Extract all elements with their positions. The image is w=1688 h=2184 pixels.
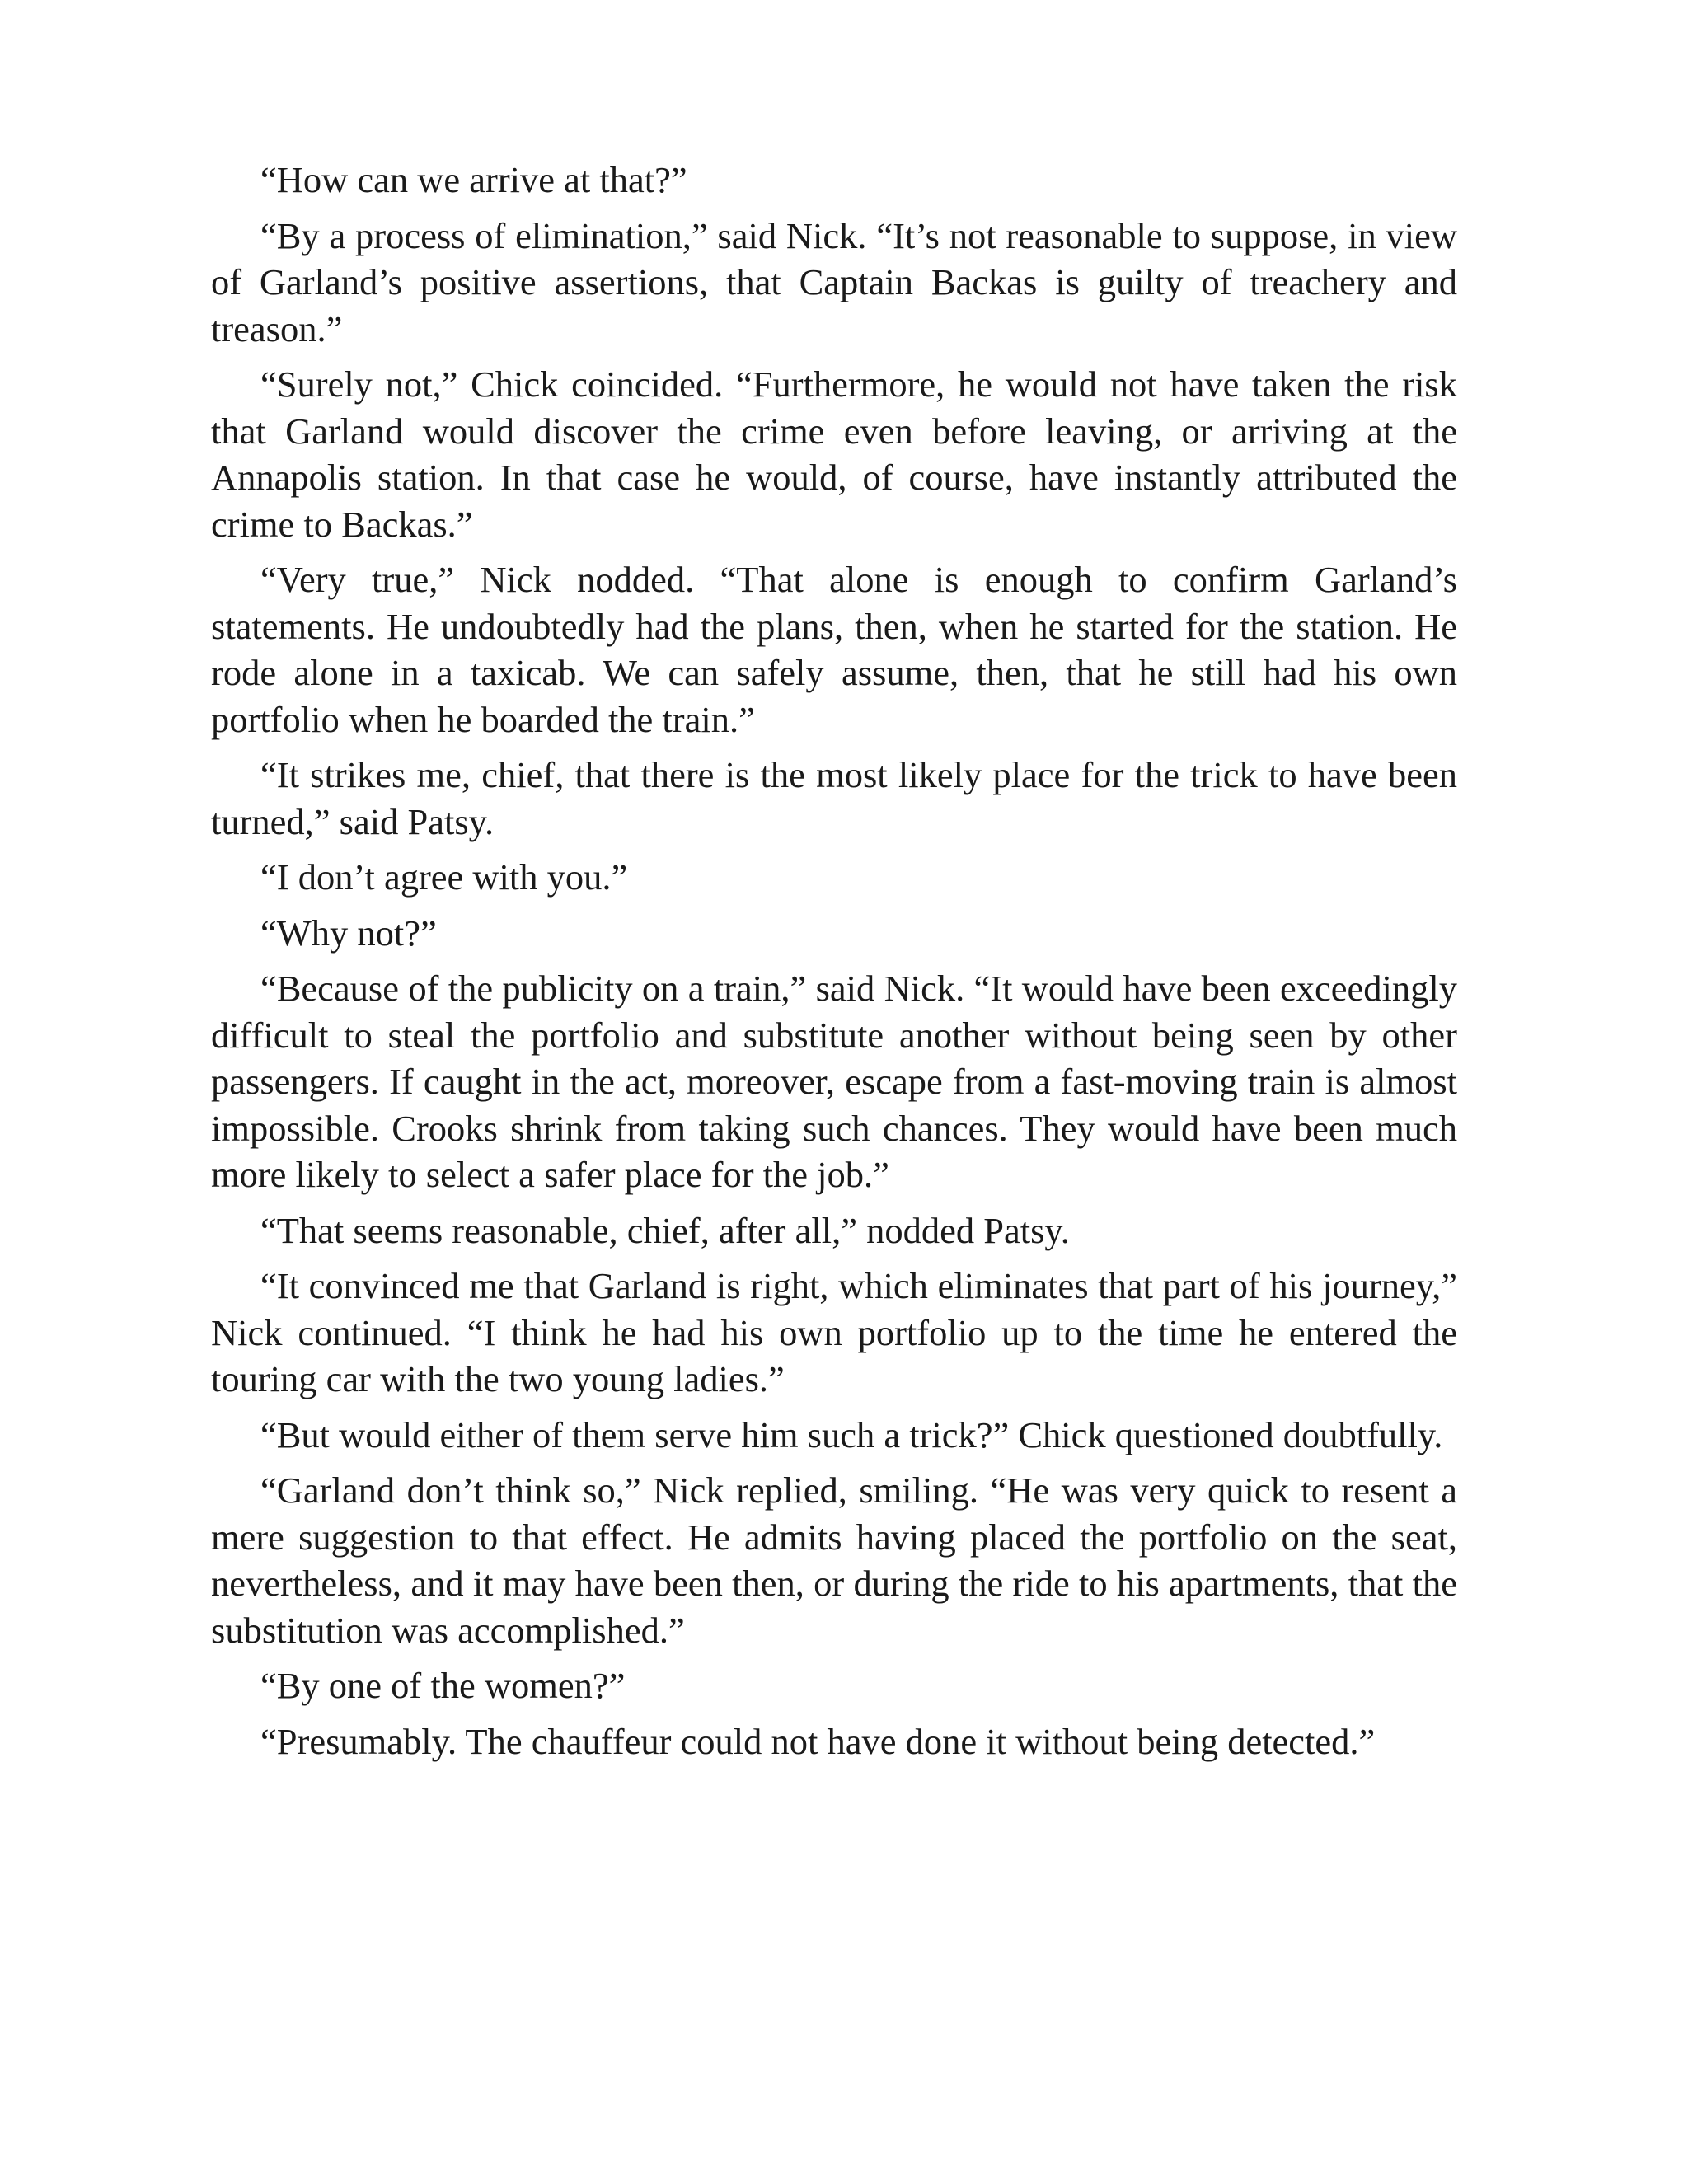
paragraph: “Presumably. The chauffeur could not have done it without being detected.” — [260, 1720, 1376, 1762]
paragraph: “Why not?” — [260, 912, 437, 954]
paragraph: “It convinced me that Garland is right, which eliminates that part of his journey,” Nick continued. “I think he had his own portfolio up to the time he entered the touring car with the two young ladies.” — [211, 1265, 1457, 1399]
paragraph: “By one of the women?” — [260, 1665, 626, 1706]
paragraph: “Surely not,” Chick coincided. “Furthermore, he would not have taken the risk that Garland would discover the crime even before leaving, or arriving at the Annapolis station. In that case he would, of course, have instantly attributed the crime to Backas.” — [211, 363, 1457, 545]
paragraph: “Garland don’t think so,” Nick replied, smiling. “He was very quick to resent a mere suggestion to that effect. He admits having placed the portfolio on the seat, nevertheless, and it may have been then, or during the ride to his apartments, that the substitution was accomplished.” — [211, 1469, 1457, 1651]
paragraph: “But would either of them serve him such a trick?” Chick questioned doubtfully. — [260, 1413, 1443, 1455]
book-page — [211, 157, 1457, 1774]
paragraph: “By a process of elimination,” said Nick. “It’s not reasonable to suppose, in view of Garland’s positive assertions, that Captain Backas is guilty of treachery and treason.” — [211, 214, 1457, 349]
paragraph: “I don’t agree with you.” — [260, 856, 628, 898]
paragraph: “Because of the publicity on a train,” said Nick. “It would have been exceedingly difficult to steal the portfolio and substitute another without being seen by other passengers. If caught in the act, moreover, escape from a fast-moving train is almost impossible. Crooks shrink from taking such chances. They would have been much more likely to select a safer place for the job.” — [211, 968, 1457, 1195]
paragraph: “It strikes me, chief, that there is the most likely place for the trick to have been turned,” said Patsy. — [211, 754, 1457, 842]
paragraph: “Very true,” Nick nodded. “That alone is enough to confirm Garland’s statements. He undoubtedly had the plans, then, when he started for the station. He rode alone in a taxicab. We can safely assume, then, that he still had his own portfolio when he boarded the train.” — [211, 559, 1457, 740]
paragraph: “That seems reasonable, chief, after all,” nodded Patsy. — [260, 1209, 1070, 1251]
paragraph: “How can we arrive at that?” — [260, 159, 687, 200]
